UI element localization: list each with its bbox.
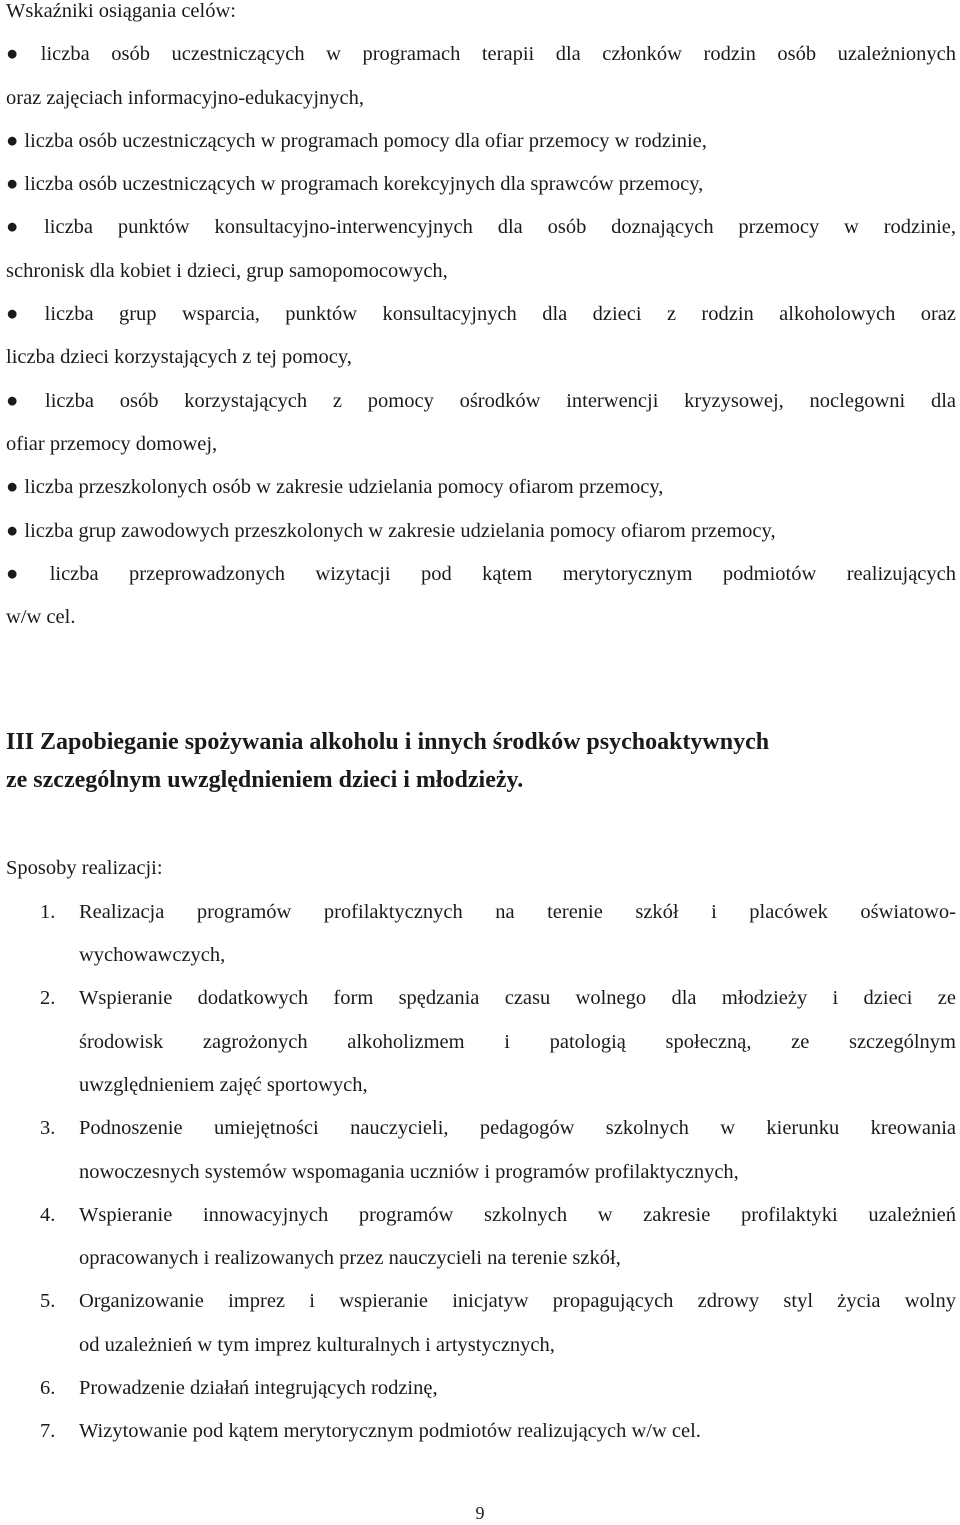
indicator-item: ● liczba przeszkolonych osób w zakresie udzielania pomocy ofiarom przemocy,: [6, 476, 664, 499]
section-heading-line: ze szczególnym uwzględnieniem dzieci i młodzieży.: [6, 767, 524, 794]
indicator-item: ● liczba osób korzystających z pomocy ośrodków interwencji kryzysowej, noclegowni dla: [6, 389, 956, 412]
list-number: 6.: [40, 1377, 56, 1400]
indicator-item: ● liczba punktów konsultacyjno-interwencyjnych dla osób doznających przemocy w rodzinie,: [6, 216, 956, 239]
list-item: 5. Organizowanie imprez i wspieranie inicjatyw propagujących zdrowy styl życia wolny od uzależnień w tym imprez kulturalnych i artystycznych,: [6, 1280, 956, 1367]
list-item: 1. Realizacja programów profilaktycznych na terenie szkół i placówek oświatowo- wychowawczych,: [6, 891, 956, 978]
bullet-icon: ●: [6, 519, 19, 542]
indicator-item-continuation: liczba dzieci korzystających z tej pomocy,: [6, 346, 352, 369]
list-number: 3.: [40, 1117, 56, 1140]
indicator-item-continuation: schronisk dla kobiet i dzieci, grup samopomocowych,: [6, 259, 448, 282]
document-page: [6, 0, 956, 1454]
indicator-item: ● liczba osób uczestniczących w programach korekcyjnych dla sprawców przemocy,: [6, 173, 704, 196]
list-number: 7.: [40, 1420, 56, 1443]
indicator-item: ● liczba przeprowadzonych wizytacji pod kątem merytorycznym podmiotów realizujących: [6, 562, 956, 585]
list-number: 4.: [40, 1203, 56, 1226]
list-number: 5.: [40, 1290, 56, 1313]
indicator-item: ● liczba osób uczestniczących w programach terapii dla członków rodzin osób uzależnionych: [6, 43, 956, 66]
bullet-icon: ●: [6, 129, 19, 152]
bullet-icon: ●: [6, 216, 39, 239]
indicator-item-continuation: ofiar przemocy domowej,: [6, 432, 218, 455]
list-item: 3. Podnoszenie umiejętności nauczycieli, pedagogów szkolnych w kierunku kreowania nowoczesnych systemów wspomagania uczniów i programów profilaktycznych,: [6, 1107, 956, 1194]
indicator-item: ● liczba grup zawodowych przeszkolonych w zakresie udzielania pomocy ofiarom przemocy,: [6, 519, 776, 542]
section-heading-line: III Zapobieganie spożywania alkoholu i innych środków psychoaktywnych: [6, 729, 770, 756]
section-heading: [6, 723, 956, 799]
indicators-title: Wskaźniki osiągania celów:: [6, 0, 236, 22]
bullet-icon: ●: [6, 389, 40, 412]
list-item: 6. Prowadzenie działań integrujących rodzinę,: [6, 1367, 956, 1410]
methods-label: Sposoby realizacji:: [6, 857, 163, 880]
bullet-icon: ●: [6, 562, 44, 585]
list-item: 4. Wspieranie innowacyjnych programów szkolnych w zakresie profilaktyki uzależnień opracowanych i realizowanych przez nauczycieli na terenie szkół,: [6, 1194, 956, 1281]
indicator-item: ● liczba grup wsparcia, punktów konsultacyjnych dla dzieci z rodzin alkoholowych oraz: [6, 303, 956, 326]
bullet-icon: ●: [6, 173, 19, 196]
list-item: 7. Wizytowanie pod kątem merytorycznym podmiotów realizujących w/w cel.: [6, 1410, 956, 1453]
list-item: 2. Wspieranie dodatkowych form spędzania czasu wolnego dla młodzieży i dzieci ze środowisk zagrożonych alkoholizmem i patologią społeczną, ze szczególnym uwzględnieniem zajęć sportowych,: [6, 977, 956, 1107]
bullet-icon: ●: [6, 303, 39, 326]
indicator-item: ● liczba osób uczestniczących w programach pomocy dla ofiar przemocy w rodzinie,: [6, 129, 707, 152]
indicator-item-continuation: w/w cel.: [6, 606, 76, 629]
methods-list: [6, 891, 956, 1454]
page-number: 9: [475, 1503, 485, 1523]
bullet-icon: ●: [6, 476, 19, 499]
list-number: 2.: [40, 987, 56, 1010]
list-number: 1.: [40, 900, 56, 923]
indicator-item-continuation: oraz zajęciach informacyjno-edukacyjnych,: [6, 86, 364, 109]
bullet-icon: ●: [6, 43, 35, 66]
